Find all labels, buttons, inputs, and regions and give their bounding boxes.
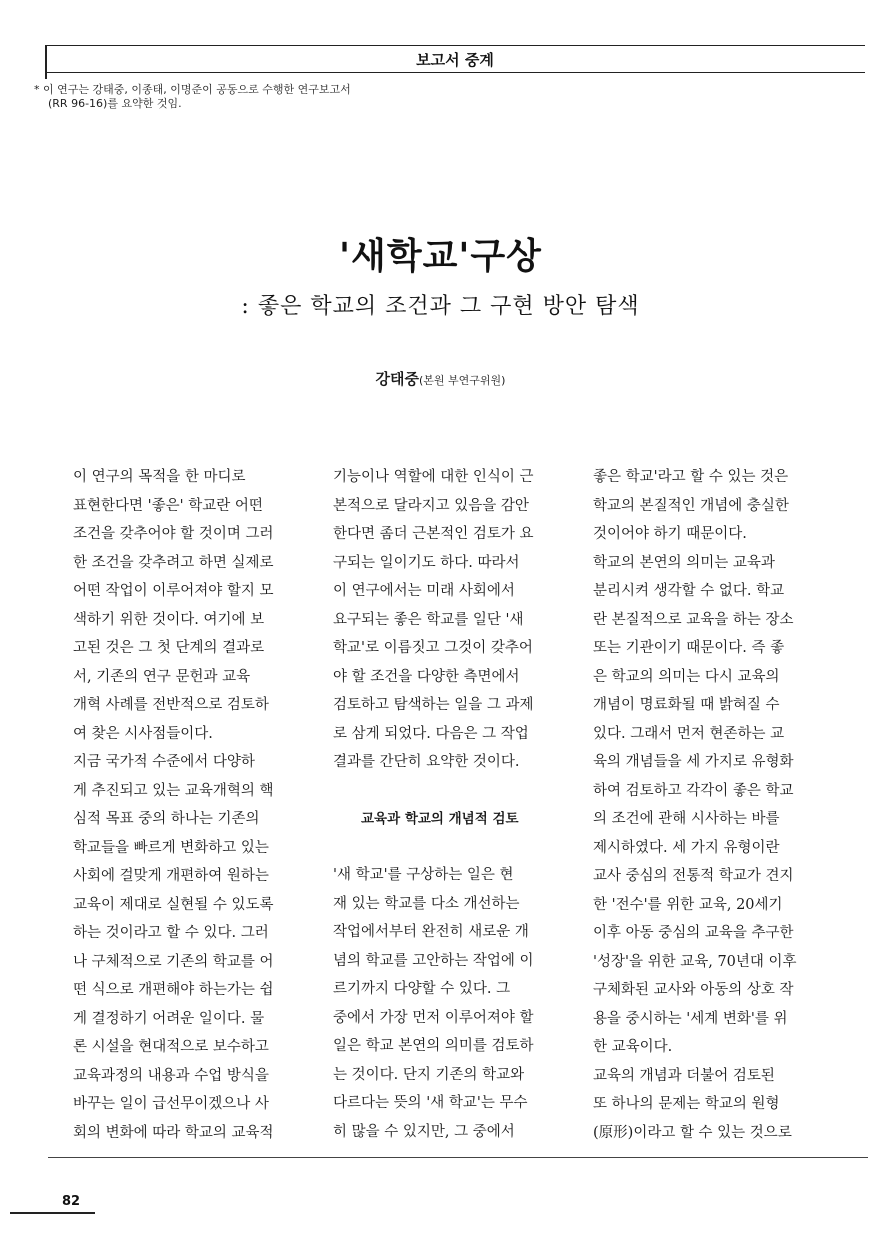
text-line: 이 연구에서는 미래 사회에서: [333, 583, 515, 599]
text-line: 한다면 좀더 근본적인 검토가 요: [333, 526, 534, 542]
text-line: 야 할 조건을 다양한 측면에서: [333, 668, 520, 685]
text-line: 론 시설을 현대적으로 보수하고: [73, 1039, 269, 1055]
text-line: 중에서 가장 먼저 이루어져야 할: [333, 1009, 534, 1026]
text-line: 교육이 제대로 실현될 수 있도록: [73, 896, 274, 913]
body-column-3: [593, 463, 833, 1147]
footnote-line-2: (RR 96-16)를 요약한 것임.: [48, 97, 182, 110]
text-line: 이후 아동 중심의 교육을 추구한: [593, 925, 794, 941]
text-line: 하는 것이라고 할 수 있다. 그러: [73, 925, 269, 941]
text-line: 히 많을 수 있지만, 그 중에서: [333, 1123, 515, 1140]
text-line: 학교들을 빠르게 변화하고 있는: [73, 839, 269, 856]
text-line: 구되는 일이기도 하다. 따라서: [333, 554, 520, 571]
text-line: 결과를 간단히 요약한 것이다.: [333, 754, 520, 770]
text-line: 있다. 그래서 먼저 현존하는 교: [593, 725, 785, 742]
author-name: 강태중: [375, 370, 419, 388]
text-line: 구체화된 교사와 아동의 상호 작: [593, 982, 794, 998]
text-line: 용을 중시하는 '세계 변화'를 위: [593, 1010, 788, 1027]
text-line: 은 학교의 의미는 다시 교육의: [593, 668, 780, 685]
footnote: [34, 83, 454, 111]
text-line: 조건을 갖추어야 할 것이며 그러: [73, 526, 274, 542]
text-line: 교육의 개념과 더불어 검토된: [593, 1067, 775, 1084]
text-line: 지금 국가적 수준에서 다양하: [73, 754, 255, 770]
text-line: 로 삼게 되었다. 다음은 그 작업: [333, 725, 529, 742]
text-line: (原形)이라고 할 수 있는 것으로: [593, 1124, 792, 1141]
article-subtitle: : 좋은 학교의 조건과 그 구현 방안 탐색: [241, 294, 640, 319]
text-line: 작업에서부터 완전히 새로운 개: [333, 924, 529, 940]
text-line: 념의 학교를 고안하는 작업에 이: [333, 952, 534, 969]
author-byline: [0, 368, 881, 389]
text-line: 검토하고 탐색하는 일을 그 과제: [333, 697, 534, 713]
text-line: 어떤 작업이 이루어져야 할지 모: [73, 583, 274, 599]
text-line: '새 학교'를 구상하는 일은 현: [333, 867, 514, 883]
footnote-line-1: * 이 연구는 강태중, 이종태, 이명준이 공동으로 수행한 연구보고서: [34, 83, 351, 96]
text-line: 회의 변화에 따라 학교의 교육적: [73, 1124, 274, 1141]
page-number-rule: [10, 1212, 95, 1214]
text-line: 제시하였다. 세 가지 유형이란: [593, 839, 780, 856]
text-line: 개혁 사례를 전반적으로 검토하: [73, 697, 269, 713]
text-line: 나 구체적으로 기존의 학교를 어: [73, 953, 274, 970]
text-line: 색하기 위한 것이다. 여기에 보: [73, 611, 265, 628]
text-line: 또 하나의 문제는 학교의 원형: [593, 1096, 780, 1112]
section-header-bar: [45, 45, 865, 73]
text-line: 게 추진되고 있는 교육개혁의 핵: [73, 782, 274, 799]
text-line: 교육과정의 내용과 수업 방식을: [73, 1067, 269, 1084]
text-line: 또는 기관이기 때문이다. 즉 좋: [593, 640, 785, 656]
text-line: 본적으로 달라지고 있음을 감안: [333, 497, 529, 514]
author-affiliation: (본원 부연구위원): [419, 374, 506, 387]
text-line: 기능이나 역할에 대한 인식이 근: [333, 469, 534, 485]
text-line: 분리시켜 생각할 수 없다. 학교: [593, 583, 785, 599]
text-line: 여 찾은 시사점들이다.: [73, 725, 213, 742]
text-line: 개념이 명료화될 때 밝혀질 수: [593, 697, 780, 713]
text-line: 학교의 본질적인 개념에 충실한: [593, 497, 789, 514]
article-title: '새학교'구상: [339, 236, 542, 277]
footer-rule: [48, 1157, 868, 1158]
body-column-2: [333, 463, 573, 1146]
page-number: 82: [62, 1194, 81, 1209]
text-line: 것이어야 하기 때문이다.: [593, 526, 747, 542]
text-line: 학교'로 이름짓고 그것이 갖추어: [333, 640, 533, 656]
text-line: 한 '전수'를 위한 교육, 20세기: [593, 896, 783, 913]
section-label: 보고서 중계: [416, 51, 494, 69]
text-line: 하여 검토하고 각각이 좋은 학교: [593, 782, 794, 799]
text-line: 좋은 학교'라고 할 수 있는 것은: [593, 469, 789, 485]
text-line: 재 있는 학교를 다소 개선하는: [333, 895, 520, 912]
text-line: 게 결정하기 어려운 일이다. 물: [73, 1010, 265, 1027]
text-line: 다르다는 뜻의 '새 학교'는 무수: [333, 1095, 528, 1111]
spacer: [333, 777, 573, 805]
text-line: 바꾸는 일이 급선무이겠으나 사: [73, 1096, 269, 1112]
text-line: 이 연구의 목적을 한 마디로: [73, 469, 246, 485]
text-line: 의 조건에 관해 시사하는 바를: [593, 811, 780, 827]
section-heading: 교육과 학교의 개념적 검토: [361, 810, 519, 827]
text-line: 교사 중심의 전통적 학교가 견지: [593, 868, 794, 884]
text-line: '성장'을 위한 교육, 70년대 이후: [593, 953, 797, 970]
text-line: 떤 식으로 개편해야 하는가는 쉽: [73, 982, 274, 998]
text-line: 한 교육이다.: [593, 1039, 673, 1055]
text-line: 사회에 걸맞게 개편하여 원하는: [73, 868, 269, 884]
text-line: 요구되는 좋은 학교를 일단 '새: [333, 611, 524, 628]
text-line: 한 조건을 갖추려고 하면 실제로: [73, 554, 274, 571]
text-line: 는 것이다. 단지 기존의 학교와: [333, 1066, 525, 1083]
text-line: 학교의 본연의 의미는 교육과: [593, 554, 775, 571]
text-line: 표현한다면 '좋은' 학교란 어떤: [73, 497, 263, 514]
text-line: 서, 기존의 연구 문헌과 교육: [73, 668, 251, 685]
spacer: [333, 833, 573, 861]
text-line: 심적 목표 중의 하나는 기존의: [73, 811, 260, 827]
text-line: 르기까지 다양할 수 있다. 그: [333, 981, 511, 997]
text-line: 란 본질적으로 교육을 하는 장소: [593, 611, 794, 628]
text-line: 육의 개념들을 세 가지로 유형화: [593, 754, 794, 770]
body-column-1: [73, 463, 313, 1147]
text-line: 일은 학교 본연의 의미를 검토하: [333, 1038, 534, 1054]
text-line: 고된 것은 그 첫 단계의 결과로: [73, 640, 265, 656]
